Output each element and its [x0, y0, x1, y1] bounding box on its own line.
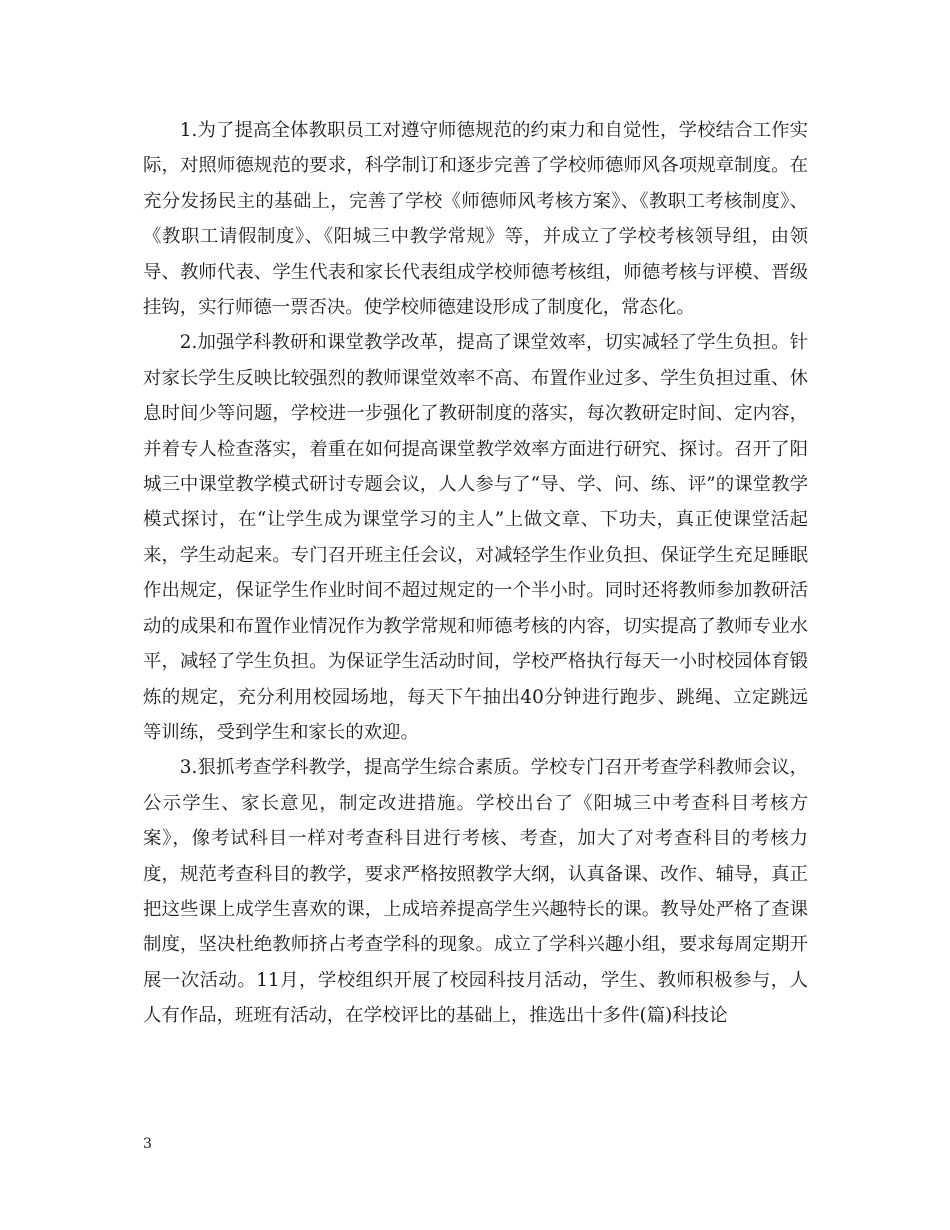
page-number: 3 [143, 1136, 152, 1152]
paragraph-2: 2.加强学科教研和课堂教学改革，提高了课堂效率，切实减轻了学生负担。针对家长学生反映比较强烈的教师课堂效率不高、布置作业过多、学生负担过重、休息时间少等问题，学校进一步强化了教研制度的落实，每次教研定时间、定内容，并着专人检查落实，着重在如何提高课堂教学效率方面进行研究、探讨。召开了阳城三中课堂教学模式研讨专题会议，人人参与了“导、学、问、练、评”的课堂教学模式探讨，在“让学生成为课堂学习的主人”上做文章、下功夫，真正使课堂活起来，学生动起来。专门召开班主任会议，对减轻学生作业负担、保证学生充足睡眠作出规定，保证学生作业时间不超过规定的一个半小时。同时还将教师参加教研活动的成果和布置作业情况作为教学常规和师德考核的内容，切实提高了教师专业水平，减轻了学生负担。为保证学生活动时间，学校严格执行每天一小时校园体育锻炼的规定，充分利用校园场地，每天下午抽出40分钟进行跑步、跳绳、立定跳远等训练，受到学生和家长的欢迎。 [143, 332, 808, 743]
paragraph-1: 1.为了提高全体教职员工对遵守师德规范的约束力和自觉性，学校结合工作实际，对照师德规范的要求，科学制订和逐步完善了学校师德师风各项规章制度。在充分发扬民主的基础上，完善了学校《师德师风考核方案》、《教职工考核制度》、《教职工请假制度》、《阳城三中教学常规》等，并成立了学校考核领导组，由领导、教师代表、学生代表和家长代表组成学校师德考核组，师德考核与评模、晋级挂钩，实行师德一票否决。使学校师德建设形成了制度化，常态化。 [143, 120, 808, 319]
paragraph-3: 3.狠抓考查学科教学，提高学生综合素质。学校专门召开考查学科教师会议，公示学生、家长意见，制定改进措施。学校出台了《阳城三中考查科目考核方案》，像考试科目一样对考查科目进行考核、考查，加大了对考查科目的考核力度，规范考查科目的教学，要求严格按照教学大纲，认真备课、改作、辅导，真正把这些课上成学生喜欢的课，上成培养提高学生兴趣特长的课。教导处严格了查课制度，坚决杜绝教师挤占考查学科的现象。成立了学科兴趣小组，要求每周定期开展一次活动。11月，学校组织开展了校园科技月活动，学生、教师积极参与，人人有作品，班班有活动，在学校评比的基础上，推选出十多件(篇)科技论 [143, 757, 808, 1027]
document-body [143, 113, 808, 1034]
